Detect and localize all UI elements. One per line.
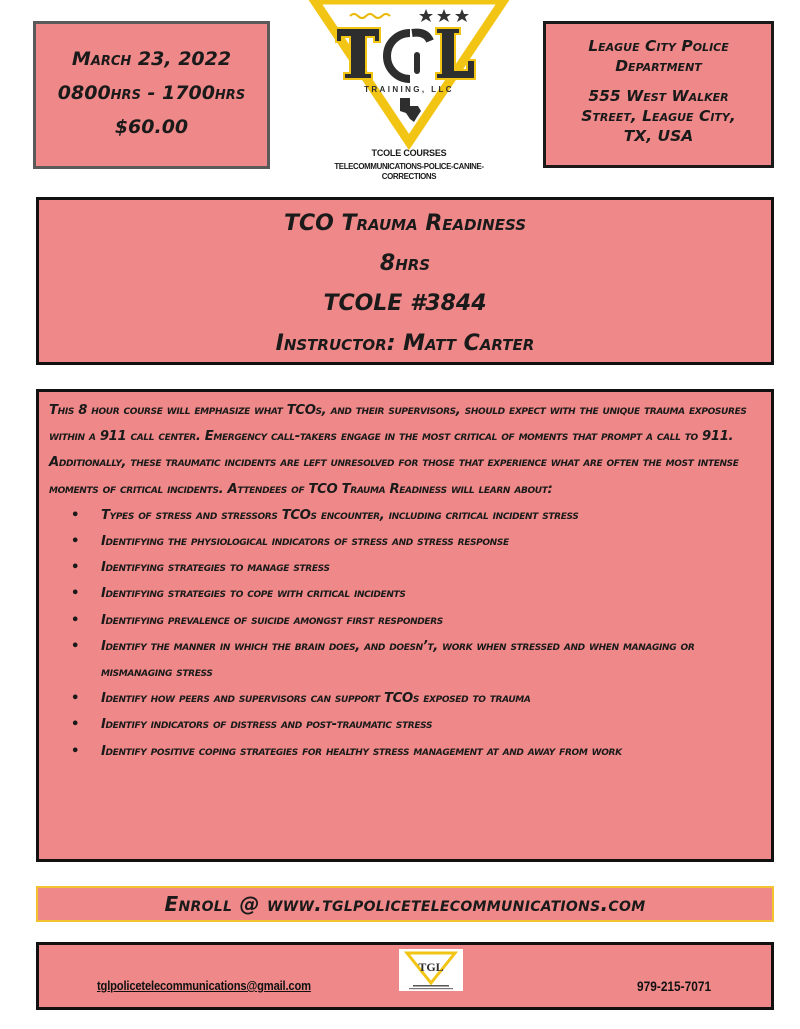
tgl-triangle-logo-icon (300, 0, 518, 150)
bullet-icon: • (71, 586, 80, 602)
tgl-logo (300, 0, 518, 181)
bullet-icon: • (71, 717, 80, 733)
bullet-icon: • (71, 743, 80, 759)
bullet-icon: • (71, 638, 80, 654)
contact-email-link[interactable]: tglpolicetelecommunications@gmail.com (97, 978, 311, 993)
bullet-icon: • (71, 560, 80, 576)
location-box (543, 21, 774, 168)
logo-caption-courses: TCOLE COURSES (371, 148, 447, 158)
svg-text:TGL: TGL (418, 960, 444, 974)
description-intro: This 8 hour course will emphasize what TCOs, and their supervisors, should expect with the unique trauma exposures within a 911 call center. Emergency call-takers engage in the most critical of moments that prompt a call to 911. Additionally, these traumatic incidents are left unresolved for those that experience what are often the most intense moments of critical incidents. Attendees of TCO Trauma Readiness will learn about: (49, 403, 747, 497)
list-item: • Identify how peers and supervisors can support TCOs exposed to trauma (101, 686, 761, 712)
event-info-box (33, 21, 270, 169)
course-duration: 8hrs (379, 251, 431, 276)
enroll-banner (36, 886, 774, 922)
logo-subtitle: TRAINING, LLC (364, 85, 454, 94)
tcole-number: TCOLE #3844 (323, 291, 487, 316)
list-item: • Identifying the physiological indicators of stress and stress response (101, 529, 761, 555)
course-box (36, 197, 774, 365)
list-item: • Identify the manner in which the brain does, and doesn’t, work when stressed and when managing or mismanaging stress (101, 634, 761, 686)
event-hours: 0800hrs - 1700hrs (57, 82, 246, 104)
address-line1: 555 West Walker (588, 87, 729, 105)
location-name-line2: Department (615, 57, 702, 75)
tgl-small-logo-icon (399, 949, 463, 991)
footer-logo (399, 949, 463, 991)
address-line3: TX, USA (623, 127, 694, 145)
list-item: • Identifying strategies to manage stress (101, 555, 761, 581)
list-item: • Identifying prevalence of suicide amongst first responders (101, 608, 761, 634)
list-item: • Identify indicators of distress and post-traumatic stress (101, 712, 761, 738)
contact-footer (36, 942, 774, 1010)
enroll-link[interactable]: Enroll @ www.tglpolicetelecommunications.com (164, 892, 646, 916)
event-date: March 23, 2022 (71, 48, 232, 70)
topics-list (49, 503, 761, 765)
bullet-icon: • (71, 612, 80, 628)
bullet-icon: • (71, 534, 80, 550)
description-box (36, 389, 774, 862)
list-item: • Identify positive coping strategies for healthy stress management at and away from work (101, 739, 761, 765)
logo-caption-disciplines: TELECOMMUNICATIONS-POLICE-CANINE-CORRECTIONS (334, 161, 484, 181)
event-price: $60.00 (114, 116, 189, 138)
bullet-icon: • (71, 691, 80, 707)
list-item: • Types of stress and stressors TCOs encounter, including critical incident stress (101, 503, 761, 529)
location-name-line1: League City Police (588, 37, 729, 55)
address-line2: Street, League City, (581, 107, 736, 125)
course-title: TCO Trauma Readiness (283, 211, 527, 236)
course-instructor: Instructor: Matt Carter (275, 331, 535, 356)
bullet-icon: • (71, 507, 80, 523)
list-item: • Identifying strategies to cope with critical incidents (101, 581, 761, 607)
contact-phone[interactable]: 979-215-7071 (637, 978, 712, 994)
